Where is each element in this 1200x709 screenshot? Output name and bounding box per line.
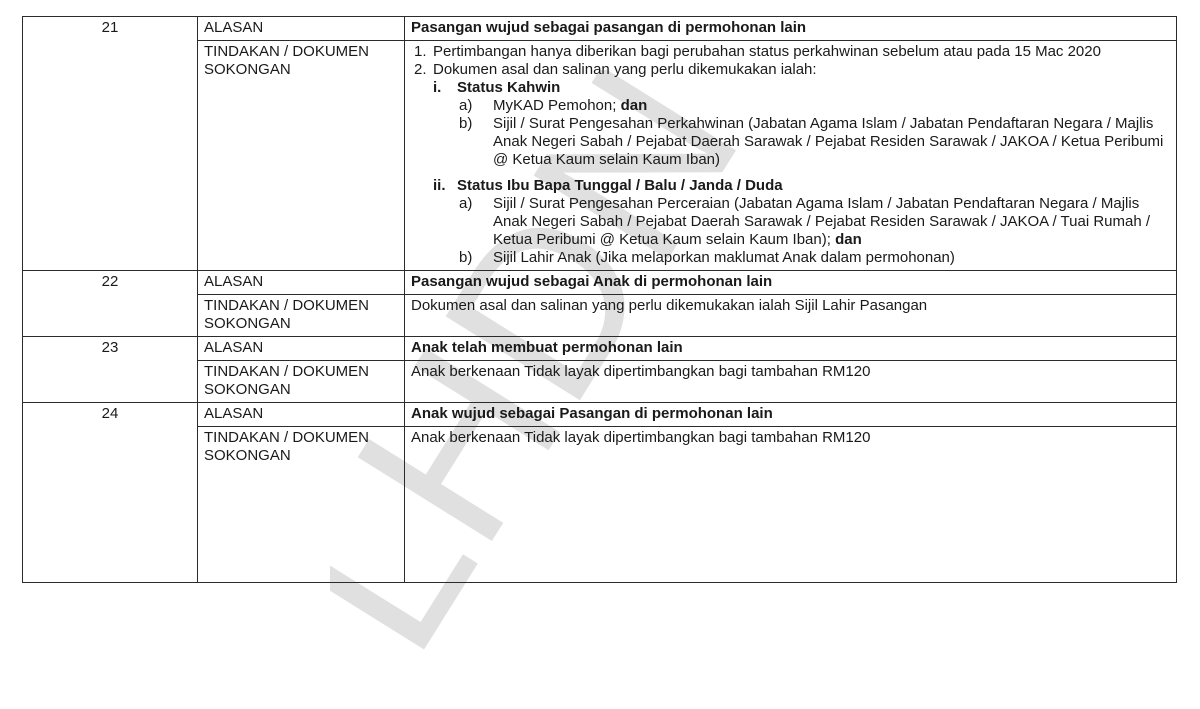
list-marker: i. [433, 79, 442, 96]
row-number: 23 [23, 337, 198, 403]
list-item [411, 115, 1170, 169]
reasons-table [22, 16, 1177, 583]
tindakan-content [405, 41, 1177, 271]
alasan-text: Anak telah membuat permohonan lain [405, 337, 1177, 361]
row-number: 22 [23, 271, 198, 337]
row-number: 24 [23, 403, 198, 583]
group-title: Status Ibu Bapa Tunggal / Balu / Janda / Duda [457, 177, 783, 194]
entry-text: Sijil Lahir Anak (Jika melaporkan maklumat Anak dalam permohonan) [493, 249, 955, 266]
table-row [23, 337, 1177, 361]
entry-bold-suffix: dan [835, 231, 862, 248]
list-item [411, 195, 1170, 249]
tindakan-text: Anak berkenaan Tidak layak dipertimbangkan bagi tambahan RM120 [405, 427, 1177, 583]
list-item [411, 43, 1170, 61]
group-title: Status Kahwin [457, 79, 561, 96]
status-kahwin-heading [411, 79, 1170, 97]
status-tunggal-heading [411, 177, 1170, 195]
tindakan-label: TINDAKAN / DOKUMEN SOKONGAN [198, 41, 405, 271]
list-marker: a) [459, 195, 473, 212]
alasan-label: ALASAN [198, 403, 405, 427]
alasan-label: ALASAN [198, 17, 405, 41]
entry-text: Sijil / Surat Pengesahan Perkahwinan (Jabatan Agama Islam / Jabatan Pendaftaran Negara / Majlis Anak Negeri Sabah / Pejabat Daerah Sarawak / Pejabat Residen Sarawak / JAKOA / Ketua Peribumi @ Ketua Kaum selain Kaum Iban) [493, 115, 1164, 168]
tindakan-label: TINDAKAN / DOKUMEN SOKONGAN [198, 295, 405, 337]
alasan-text: Pasangan wujud sebagai Anak di permohonan lain [405, 271, 1177, 295]
list-item-text: Pertimbangan hanya diberikan bagi perubahan status perkahwinan sebelum atau pada 15 Mac 2020 [433, 43, 1101, 60]
list-marker: a) [459, 97, 473, 114]
table-row [23, 403, 1177, 427]
list-item [411, 97, 1170, 115]
entry-text: Sijil / Surat Pengesahan Perceraian (Jabatan Agama Islam / Jabatan Pendaftaran Negara / Majlis Anak Negeri Sabah / Pejabat Daerah Sarawak / Pejabat Residen Sarawak / JAKOA / Tuai Rumah / Ketua Peribumi @ Ketua Kaum selain Kaum Iban); [493, 195, 1151, 248]
tindakan-text: Dokumen asal dan salinan yang perlu dikemukakan ialah Sijil Lahir Pasangan [405, 295, 1177, 337]
list-marker: 1. [414, 43, 427, 60]
row-number: 21 [23, 17, 198, 271]
list-item-text: Dokumen asal dan salinan yang perlu dikemukakan ialah: [433, 61, 817, 78]
list-item [411, 61, 1170, 79]
entry-bold-suffix: dan [620, 97, 648, 114]
list-item [411, 249, 1170, 267]
entry-text: MyKAD Pemohon; [493, 97, 621, 114]
watermark-text: LHDN [330, 70, 788, 670]
tindakan-label: TINDAKAN / DOKUMEN SOKONGAN [198, 361, 405, 403]
alasan-label: ALASAN [198, 337, 405, 361]
tindakan-text: Anak berkenaan Tidak layak dipertimbangkan bagi tambahan RM120 [405, 361, 1177, 403]
alasan-text: Anak wujud sebagai Pasangan di permohonan lain [405, 403, 1177, 427]
tindakan-list [411, 43, 1170, 79]
table-row [23, 271, 1177, 295]
list-marker: b) [459, 115, 473, 132]
list-marker: ii. [433, 177, 446, 194]
tindakan-label: TINDAKAN / DOKUMEN SOKONGAN [198, 427, 405, 583]
list-marker: b) [459, 249, 473, 266]
list-marker: 2. [414, 61, 427, 78]
table-row [23, 17, 1177, 41]
alasan-label: ALASAN [198, 271, 405, 295]
alasan-text: Pasangan wujud sebagai pasangan di permohonan lain [405, 17, 1177, 41]
